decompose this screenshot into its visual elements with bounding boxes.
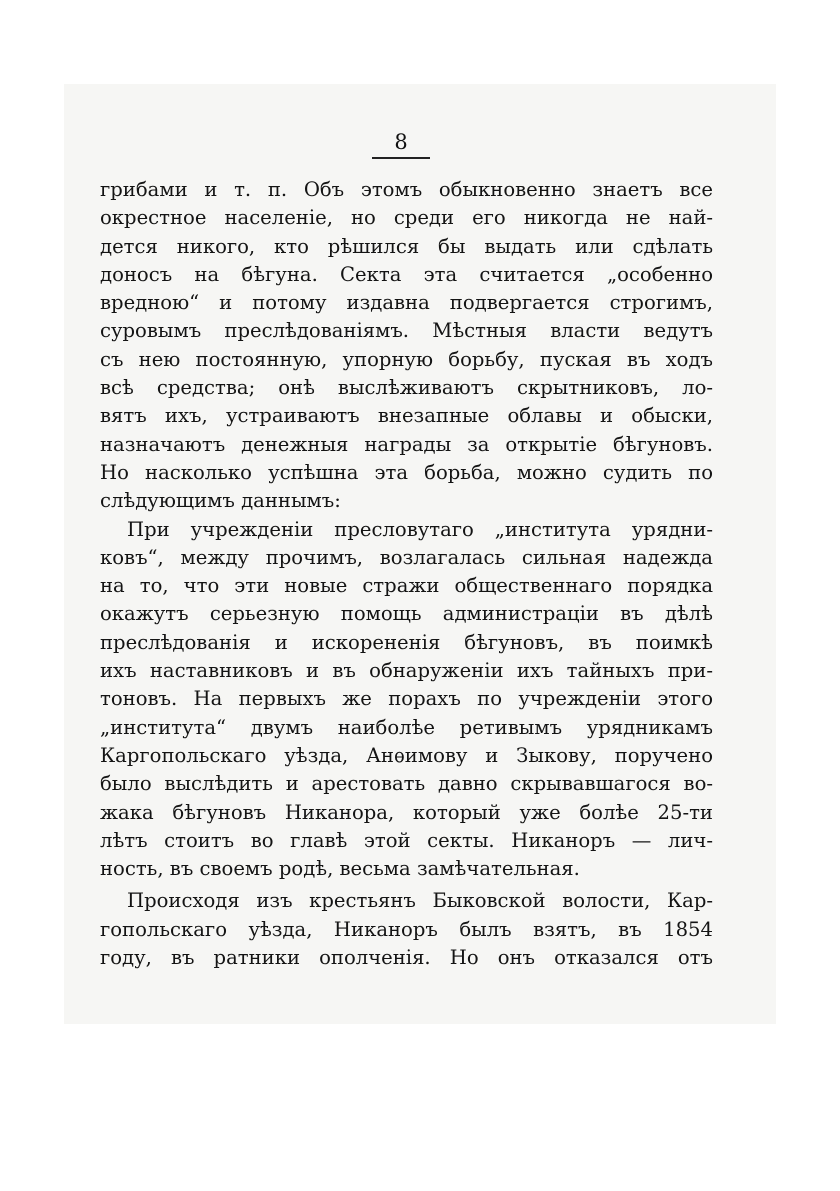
text-line: тоновъ. На первыхъ же порахъ по учрежденіи этого <box>100 687 713 711</box>
text-line: гопольскаго уѣзда, Никаноръ былъ взятъ, въ 1854 <box>100 917 713 941</box>
text-line: лѣтъ стоитъ во главѣ этой секты. Никаноръ — лич- <box>100 828 713 852</box>
text-line: ность, въ своемъ родѣ, весьма замѣчательная. <box>100 857 580 881</box>
text-line: ковъ“, между прочимъ, возлагалась сильная надежда <box>100 545 713 569</box>
text-line: году, въ ратники ополченія. Но онъ отказался отъ <box>100 946 713 970</box>
paragraph <box>100 887 713 972</box>
text-line: При учрежденіи пресловутаго „института урядни- <box>127 517 713 541</box>
text-line: жака бѣгуновъ Никанора, который уже болѣе 25-ти <box>100 800 713 824</box>
text-line: вредною“ и потому издавна подвергается строгимъ, <box>100 291 713 315</box>
paragraph <box>100 516 713 884</box>
text-line: всѣ средства; онѣ выслѣживаютъ скрытниковъ, ло- <box>100 376 713 400</box>
text-line: слѣдующимъ даннымъ: <box>100 489 341 513</box>
text-line: „института“ двумъ наиболѣе ретивымъ урядникамъ <box>100 715 713 739</box>
text-line: дется никого, кто рѣшился бы выдать или сдѣлать <box>100 234 713 258</box>
text-line: грибами и т. п. Объ этомъ обыкновенно знаетъ все <box>100 178 713 201</box>
text-line: суровымъ преслѣдованіямъ. Мѣстныя власти ведутъ <box>100 319 713 343</box>
text-line: преслѣдованія и искорененія бѣгуновъ, въ поимкѣ <box>100 630 713 654</box>
text-line: на то, что эти новые стражи общественнаго порядка <box>100 574 713 598</box>
text-line: съ нею постоянную, упорную борьбу, пуская въ ходъ <box>100 347 713 371</box>
text-line: Происходя изъ крестьянъ Быковской волости, Кар- <box>127 889 713 913</box>
text-line: доносъ на бѣгуна. Секта эта считается „особенно <box>100 262 713 286</box>
text-line: Каргопольскаго уѣзда, Анѳимову и Зыкову, поручено <box>100 743 713 767</box>
text-line: вятъ ихъ, устраиваютъ внезапные облавы и обыски, <box>100 404 713 428</box>
text-line: окрестное населеніе, но среди его никогда не най- <box>100 206 713 230</box>
text-line: назначаютъ денежныя награды за открытіе бѣгуновъ. <box>100 432 713 456</box>
page-number: 8 <box>372 128 430 159</box>
text-line: ихъ наставниковъ и въ обнаруженіи ихъ тайныхъ при- <box>100 659 713 683</box>
paragraph <box>100 176 713 516</box>
text-line: было выслѣдить и арестовать давно скрывавшагося во- <box>100 772 713 796</box>
body-text <box>100 176 713 972</box>
text-line: окажутъ серьезную помощь администраціи въ дѣлѣ <box>100 602 713 626</box>
text-line: Но насколько успѣшна эта борьба, можно судить по <box>100 460 713 484</box>
